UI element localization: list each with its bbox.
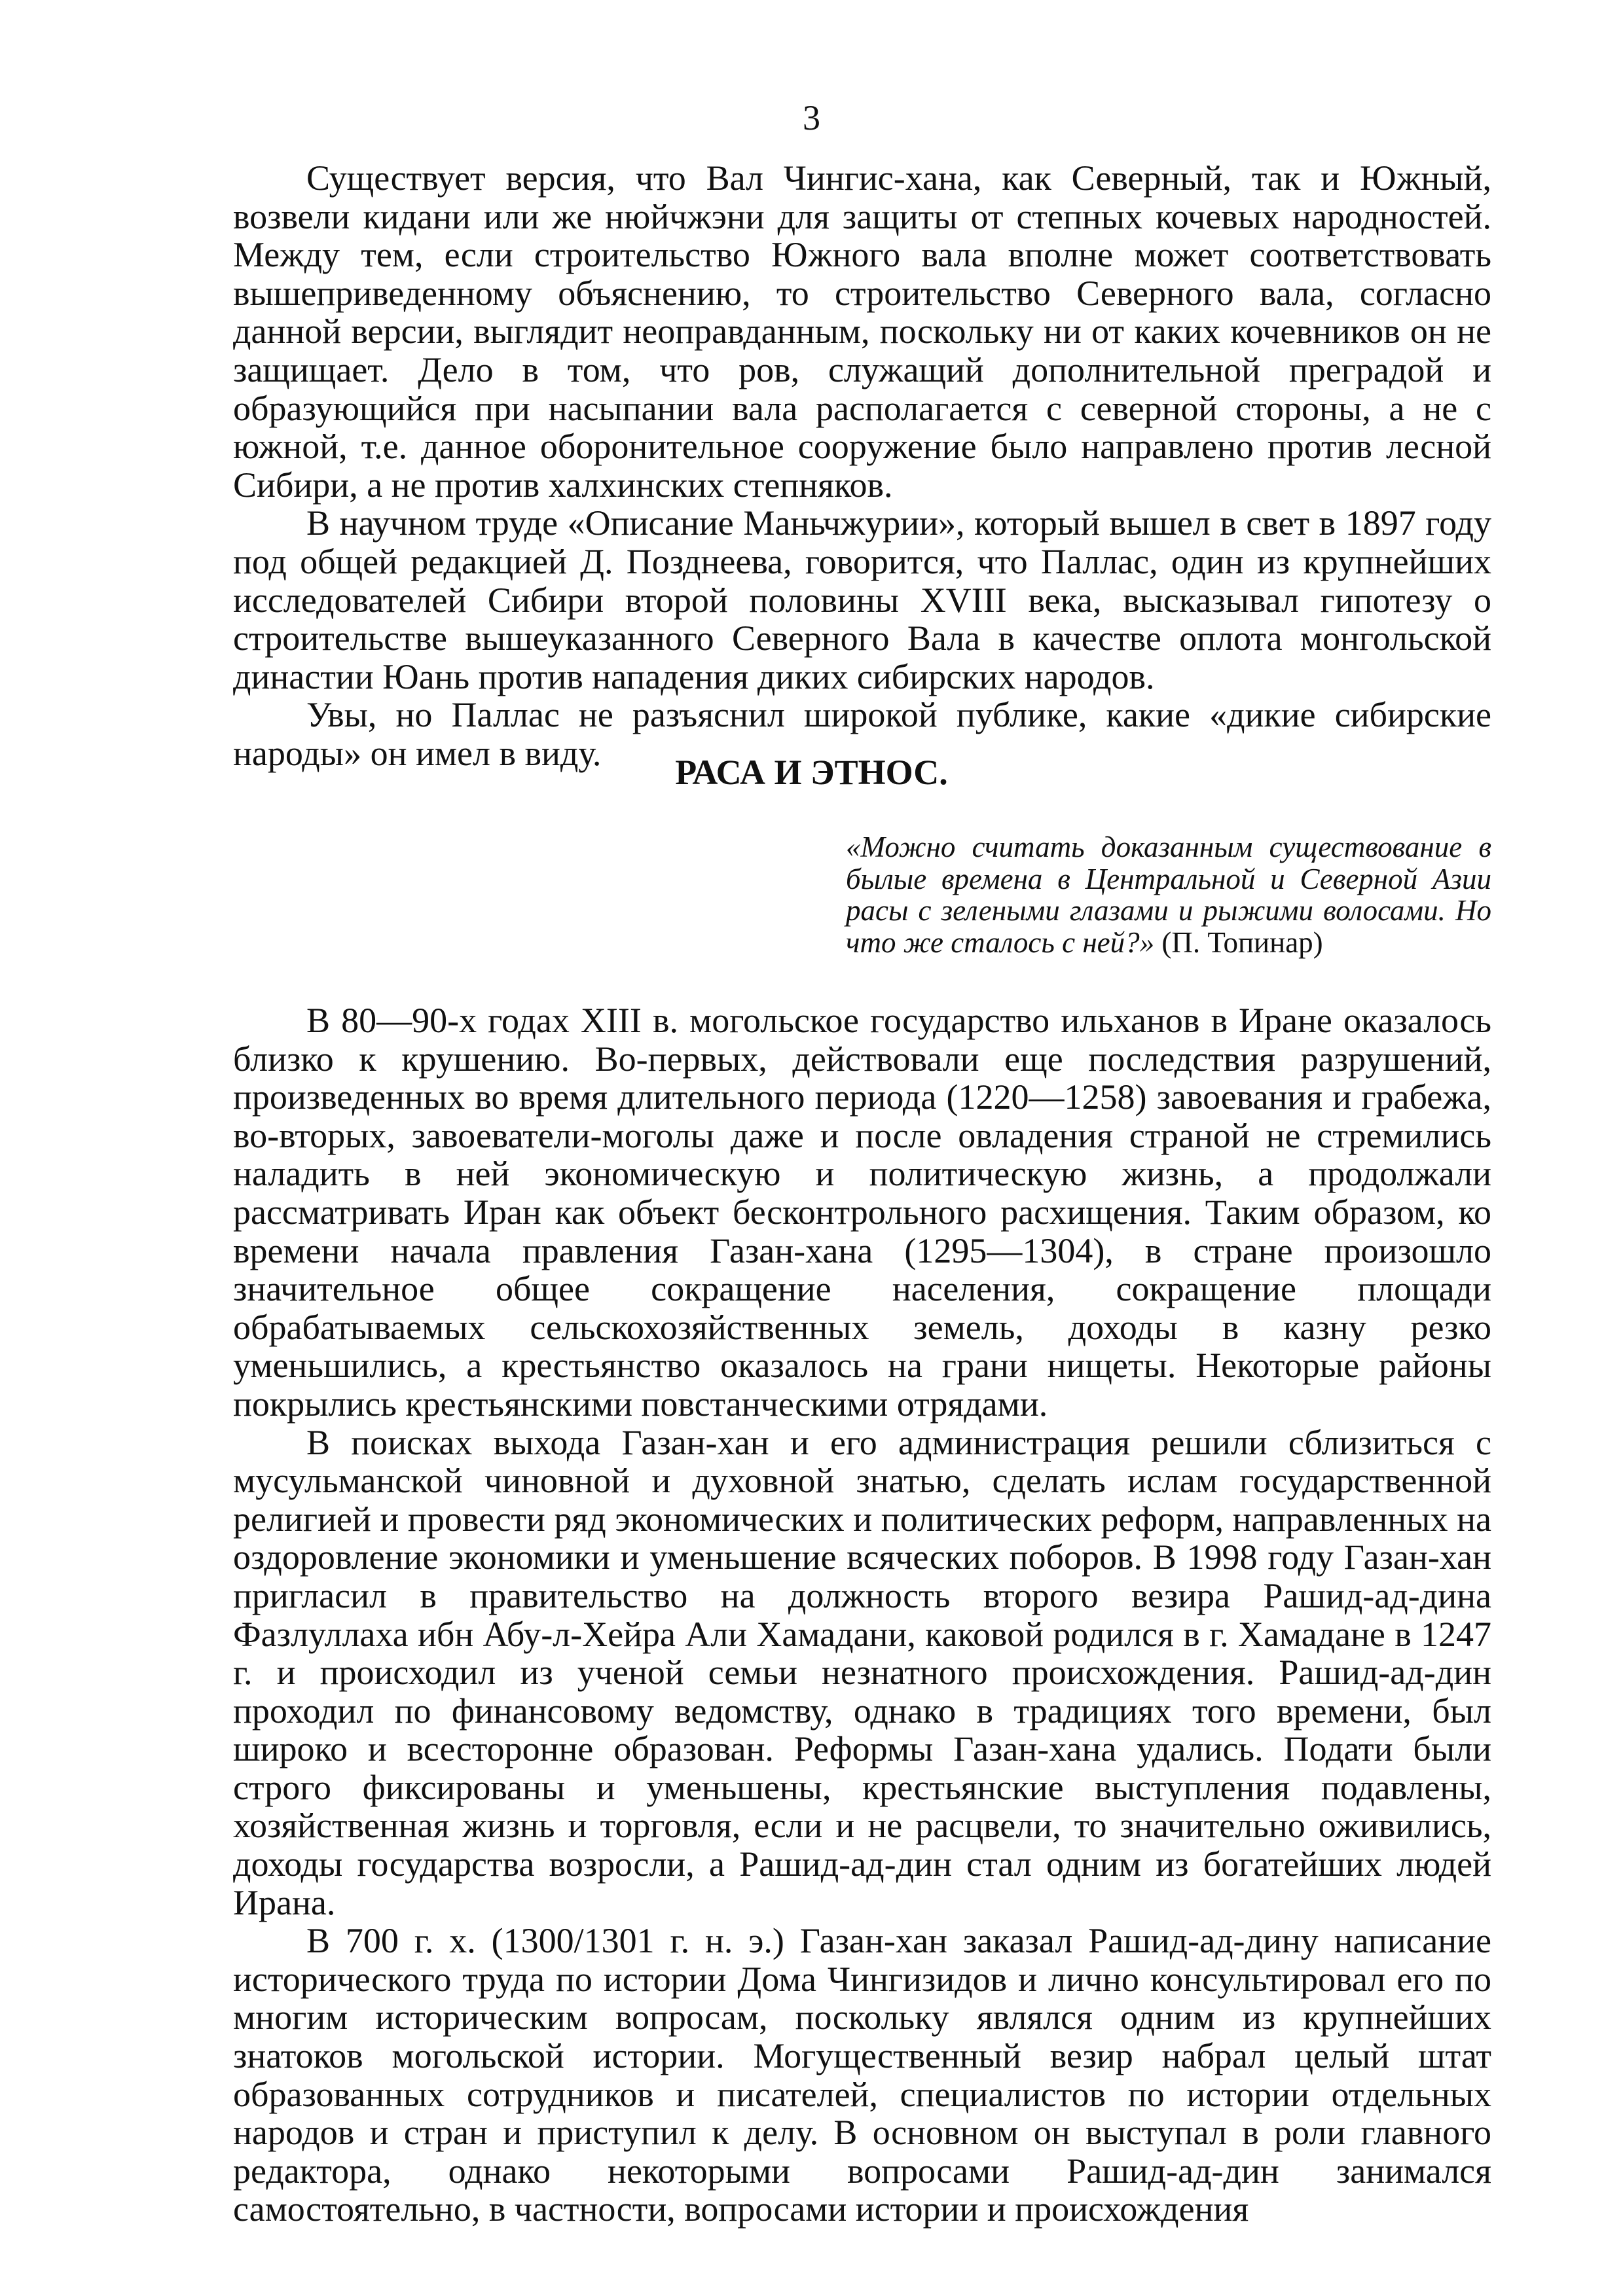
paragraph-manchuria-pallas: В научном труде «Описание Маньчжурии», который вышел в свет в 1897 году под общей редакцией Д. Позднеева, говорится, что Паллас, один из крупнейших исследователей Сибири второй половины XVIII века, высказывал гипотезу о строительстве вышеуказанного Северного Вала в качестве оплота монгольской династии Юань против нападения диких сибирских народов.: [233, 503, 1491, 696]
paragraph-ilkhanate-crisis: В 80—90-х годах XIII в. могольское государство ильханов в Иране оказалось близко к крушению. Во-первых, действовали еще последствия разрушений, произведенных во время длительного периода (1220—1258) завоевания и грабежа, во-вторых, завоеватели-моголы даже и после овладения страной не стремились наладить в ней экономическую и политическую жизнь, а продолжали рассматривать Иран как объект бесконтрольного расхищения. Таким образом, ко времени начала правления Газан-хана (1295—1304), в стране произошло значительное общее сокращение населения, сокращение площади обрабатываемых сельскохозяйственных земель, доходы в казну резко уменьшились, а крестьянство оказалось на грани нищеты. Некоторые районы покрылись крестьянскими повстанческими отрядами.: [233, 1001, 1491, 1424]
epigraph: [846, 831, 1491, 958]
race-text-block: [233, 1001, 1491, 2229]
intro-text-block: [233, 159, 1491, 773]
paragraph-ghazan-reforms: В поисках выхода Газан-хан и его администрация решили сблизиться с мусульманской чиновной и духовной знатью, сделать ислам государственной религией и провести ряд экономических и политических реформ, направленных на оздоровление экономики и уменьшение всяческих поборов. В 1998 году Газан-хан пригласил в правительство на должность второго везира Рашид-ад-дина Фазлуллаха ибн Абу-л-Хейра Али Хамадани, каковой родился в г. Хамадане в 1247 г. и происходил из ученой семьи незнатного происхождения. Рашид-ад-дин проходил по финансовому ведомству, однако в традициях того времени, был широко и всесторонне образован. Реформы Газан-хана удались. Подати были строго фиксированы и уменьшены, крестьянские выступления подавлены, хозяйственная жизнь и торговля, если и не расцвели, то значительно оживились, доходы государства возросли, а Рашид-ад-дин стал одним из богатейших людей Ирана.: [233, 1422, 1491, 1922]
paragraph-pallas-unexplained: Увы, но Паллас не разъяснил широкой публике, какие «дикие сибирские народы» он имел в виду.: [233, 695, 1491, 773]
epigraph-quote: «Можно считать доказанным существование в былые времена в Центральной и Северной Азии расы с зелеными глазами и рыжими волосами. Но что же сталось с ней?»: [846, 831, 1491, 959]
epigraph-attribution: (П. Топинар): [1161, 925, 1323, 959]
section-heading: РАСА И ЭТНОС.: [675, 753, 948, 792]
page-number: 3: [803, 98, 820, 137]
paragraph-rashid-chronicle: В 700 г. х. (1300/1301 г. н. э.) Газан-хан заказал Рашид-ад-дину написание исторического труда по истории Дома Чингизидов и лично консультировал его по многим историческим вопросам, поскольку являлся одним из крупнейших знатоков могольской истории. Могущественный везир набрал целый штат образованных сотрудников и писателей, специалистов по истории отдельных народов и стран и приступил к делу. В основном он выступал в роли главного редактора, однако некоторыми вопросами Рашид-ад-дин занимался самостоятельно, в частности, вопросами истории и происхождения: [233, 1921, 1491, 2229]
paragraph-val-version: Существует версия, что Вал Чингис-хана, как Северный, так и Южный, возвели кидани или же нюйчжэни для защиты от степных кочевых народностей. Между тем, если строительство Южного вала вполне может соответствовать вышеприведенному объяснению, то строительство Северного вала, согласно данной версии, выглядит неоправданным, поскольку ни от каких кочевников он не защищает. Дело в том, что ров, служащий дополнительной преградой и образующийся при насыпании вала располагается с северной стороны, а не с южной, т.е. данное оборонительное сооружение было направлено против лесной Сибири, а не против халхинских степняков.: [233, 158, 1491, 505]
